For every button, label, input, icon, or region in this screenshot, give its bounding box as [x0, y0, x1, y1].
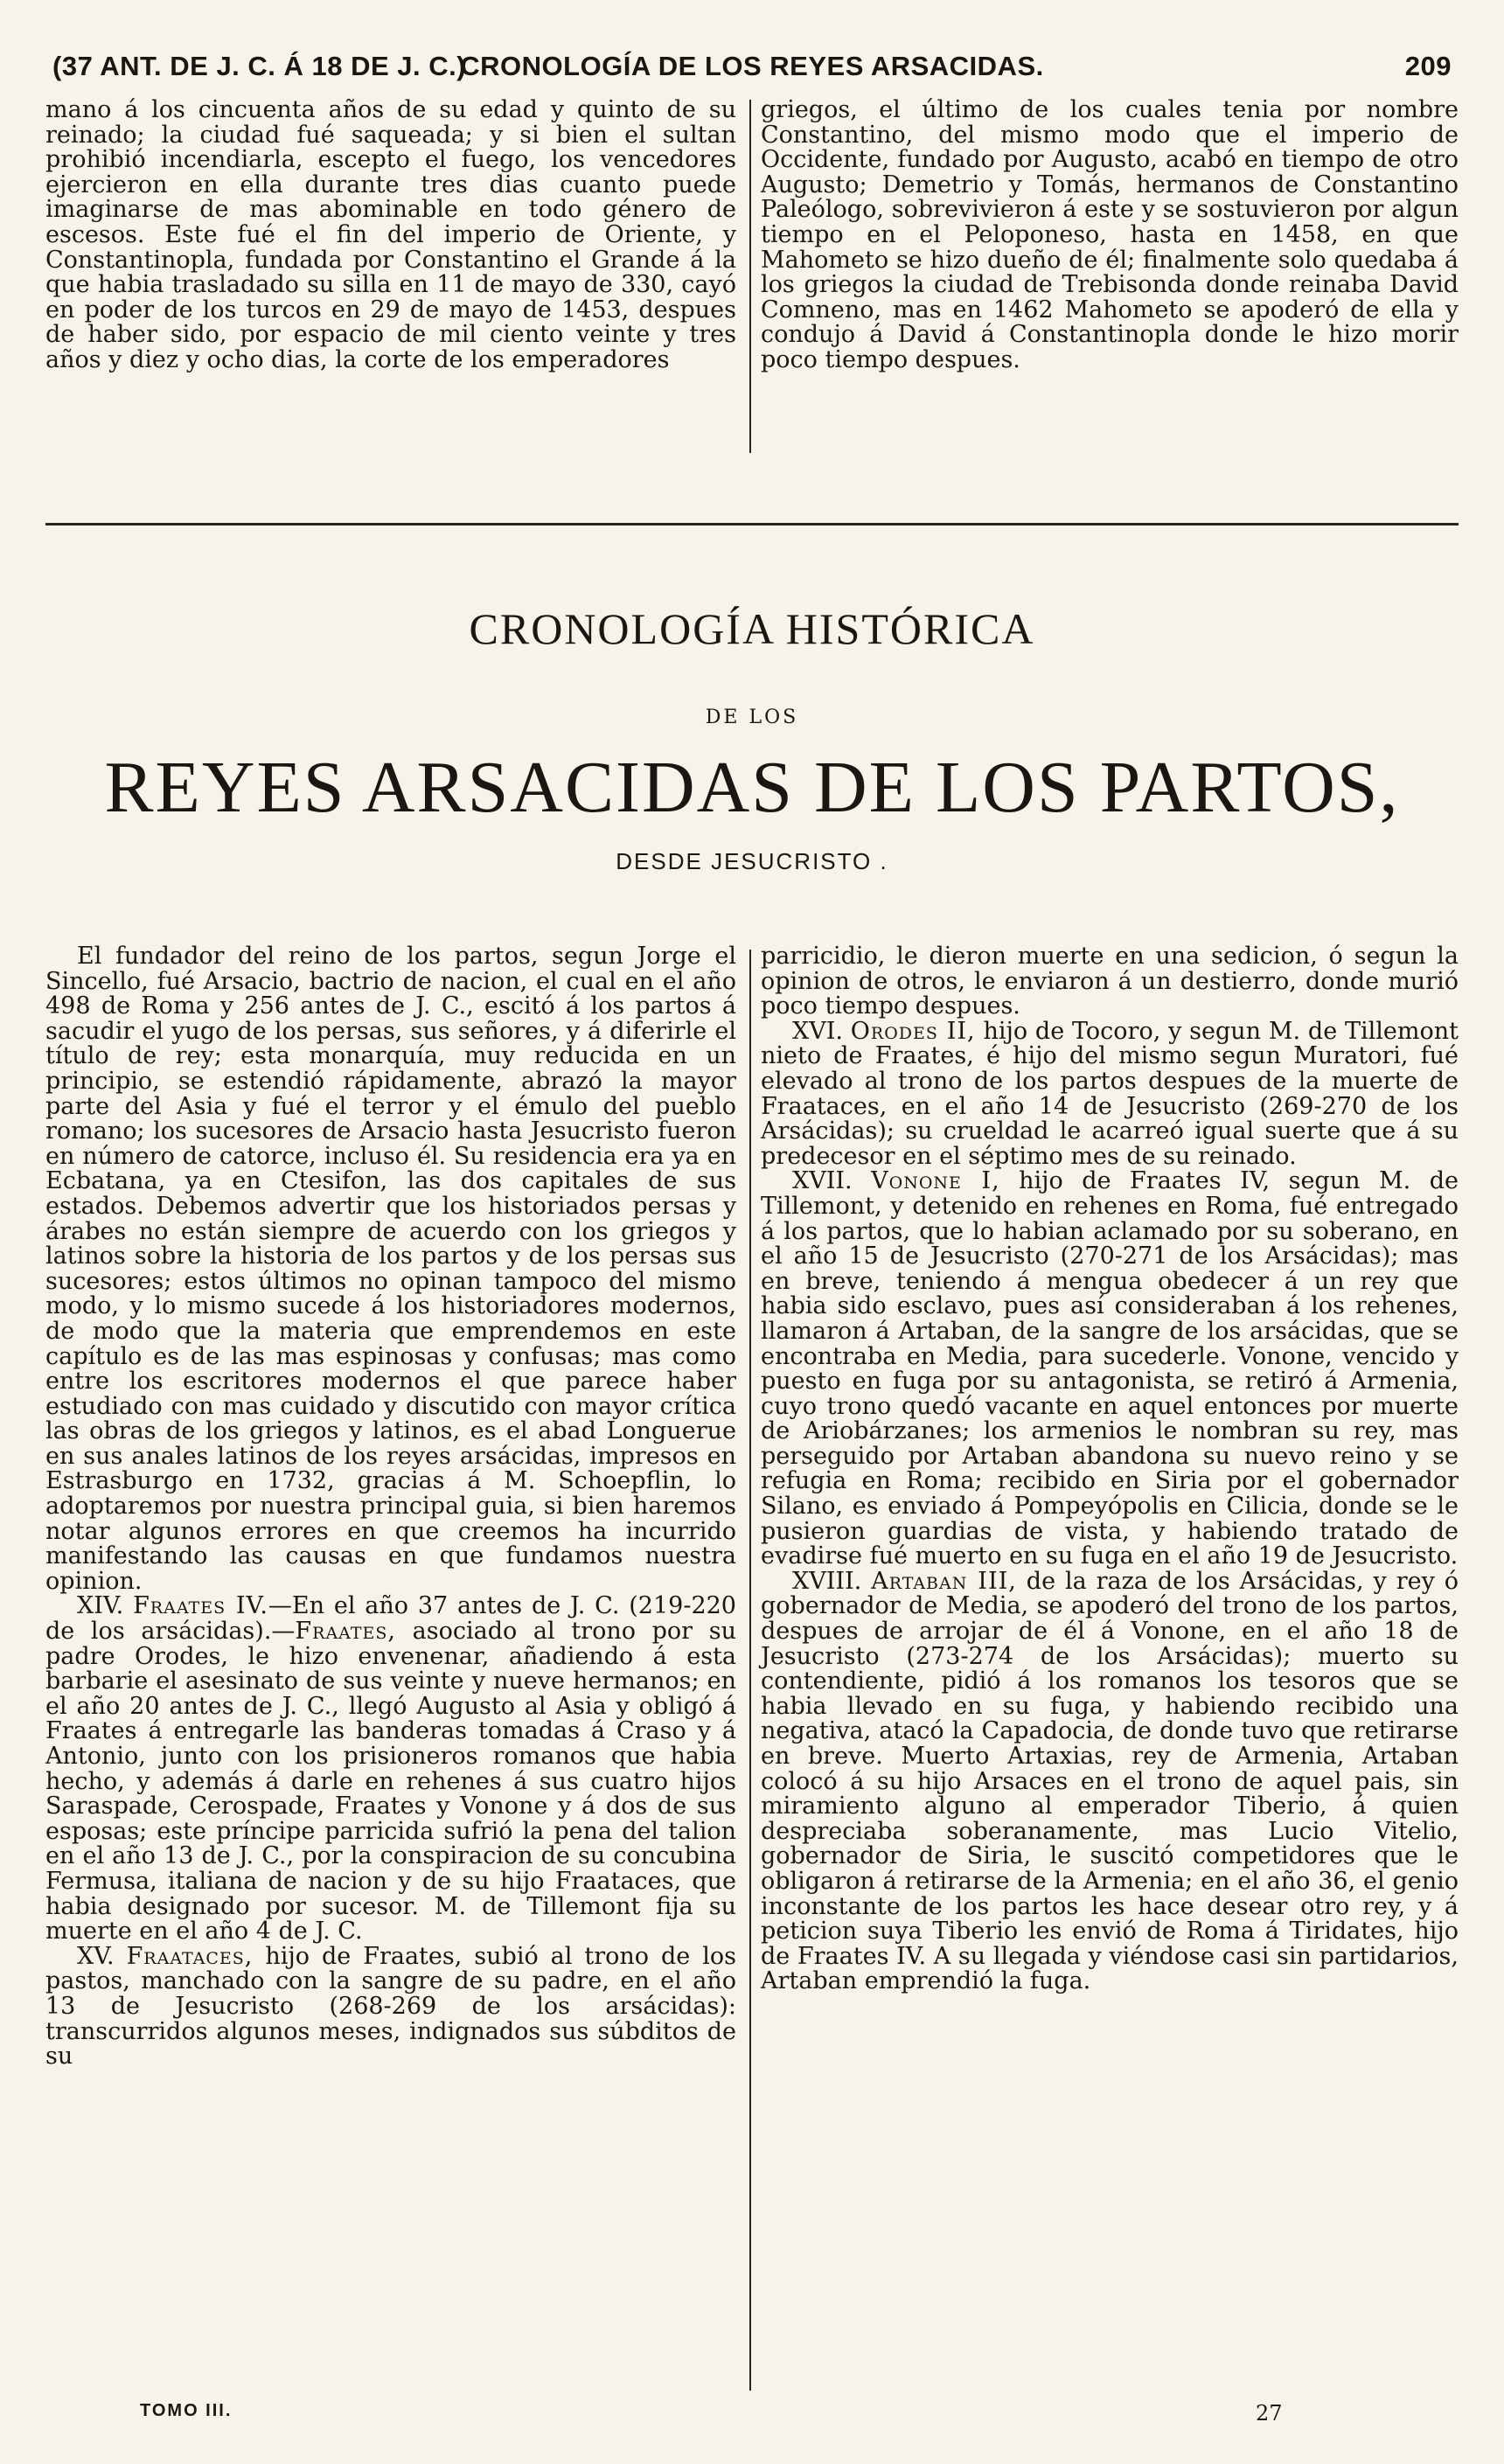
entry-xvii-body: hijo de Fraates IV, segun M. de Tillemont, y detenido en rehenes en Roma, fué entregado á los partos, que lo habian aclamado por su soberano, en el año 15 de Jesucristo (270-271 de los Arsácidas); mas en breve, teniendo á mengua obedecer á un rey que habia sido esclavo, pues así consideraban á los rehenes, llamaron á Artaban, de la sangre de los arsácidas, que se encontraba en Media, para sucederle. Vonone, vencido y puesto en fuga por su antagonista, se retiró á Armenia, cuyo trono quedó vacante en aquel entonces por muerte de Ariobárzanes; los armenios le nombran su rey, mas perseguido por Artaban abandona su nuevo reino y se refugia en Roma; recibido en Siria por el gobernador Silano, es enviado á Pompeyópolis en Cilicia, donde se le pusieron guardias de vista, y habiendo tratado de evadirse fué muerto en su fuga en el año 19 de Jesucristo.	[761, 1167, 1459, 1570]
entry-xiv-date: —En el año 37 antes de J. C. (219-220 de los arsácidas).—	[45, 1592, 736, 1646]
entry-xvii-number: XVII.	[792, 1167, 853, 1195]
top-right-paragraph: griegos, el último de los cuales tenia por nombre Constantino, del mismo modo que el imperio de Occidente, fundado por Augusto, acabó en tiempo de otro Augusto; Demetrio y Tomás, hermanos de Constantino Paleólogo, sobrevivieron á este y se sostuvieron por algun tiempo en el Peloponeso, hasta en 1458, en que Mahometo se hizo dueño de él; finalmente solo quedaba á los griegos la ciudad de Trebisonda donde reinaba David Comneno, mas en 1462 Mahometo se apoderó de ella y condujo á David á Constantinopla donde le hizo morir poco tiempo despues.	[761, 96, 1459, 373]
entry-xv-king: Fraataces,	[126, 1942, 254, 1970]
entry-xiv-king: Fraates IV.	[133, 1592, 268, 1620]
continuation-paragraph: parricidio, le dieron muerte en una sedicion, ó segun la opinion de otros, le enviaron á un destierro, donde murió poco tiempo despues.	[761, 943, 1459, 1020]
entry-xvi-number: XVI.	[792, 1017, 843, 1045]
entry-xviii-king: Artaban III,	[871, 1567, 1017, 1595]
top-left-column	[45, 98, 736, 373]
entry-xvi	[761, 1017, 1459, 1170]
column-divider-top	[749, 100, 751, 453]
header-date-range: (37 ANT. DE J. C. Á 18 DE J. C.)	[52, 51, 467, 81]
entry-xvi-body: hijo de Tocoro, y segun M. de Tillemont nieto de Fraates, é hijo del mismo segun Muratori, fué elevado al trono de los partos despues de la muerte de Fraataces, en el año 14 de Jesucristo (269-270 de los Arsácidas); su crueldad le acarreó igual suerte que á su predecesor en el séptimo mes de su reinado.	[761, 1017, 1459, 1170]
entry-xvi-king: Orodes II,	[850, 1017, 976, 1045]
header-title: CRONOLOGÍA DE LOS REYES ARSACIDAS.	[460, 51, 1044, 81]
entry-xiv-body: asociado al trono por su padre Orodes, le hizo envenenar, añadiendo á esta barbarie el asesinato de sus veinte y nueve hermanos; en el año 20 antes de J. C., llegó Augusto al Asia y obligó á Fraates á entregarle las banderas tomadas á Craso y á Antonio, junto con los prisioneros romanos que habia hecho, y además á darle en rehenes á sus cuatro hijos Saraspade, Cerospade, Fraates y Vonone y á dos de sus esposas; este príncipe parricida sufrió la pena del talion en el año 13 de J. C., por la conspiracion de su concubina Fermusa, italiana de nacion y de su hijo Fraataces, que habia designado por sucesor. M. de Tillemont fija su muerte en el año 4 de J. C.	[45, 1618, 736, 1945]
entry-xviii-body: de la raza de los Arsácidas, y rey ó gobernador de Media, se apoderó del trono de los partos, despues de arrojar de él á Vonone, en el año 18 de Jesucristo (273-274 de los Arsácidas); muerto su contendiente, pidió á los romanos los tesoros que se habia llevado en su fuga, y habiendo recibido una negativa, atacó la Capadocia, de donde tuvo que retirarse en breve. Muerto Artaxias, rey de Armenia, Artaban colocó á su hijo Arsaces en el trono de aquel pais, sin miramiento alguno al emperador Tiberio, á quien despreciaba soberanamente, mas Lucio Vitelio, gobernador de Siria, le suscitó competidores que le obligaron á retirarse de la Armenia; en el año 36, el genio inconstante de los partos les hace desear otro rey, y á peticion suya Tiberio les envió de Roma á Tiridates, hijo de Fraates IV. A su llegada y viéndose casi sin partidarios, Artaban emprendió la fuga.	[761, 1567, 1459, 1995]
section-title-line1: CRONOLOGÍA HISTÓRICA	[469, 604, 1035, 653]
entry-xiv-number: XIV.	[77, 1592, 124, 1620]
entry-xviii	[761, 1567, 1459, 1995]
footer-volume: TOMO III.	[140, 2401, 233, 2420]
section-divider	[45, 523, 1459, 526]
entry-xviii-number: XVIII.	[792, 1567, 862, 1595]
section-title-main: REYES ARSACIDAS DE LOS PARTOS,	[104, 747, 1400, 828]
intro-paragraph: El fundador del reino de los partos, segun Jorge el Sincello, fué Arsacio, bactrio de nacion, el cual en el año 498 de Roma y 256 antes de J. C., escitó á los partos á sacudir el yugo de los persas, sus señores, y á diferirle el título de rey; esta monarquía, muy reducida en un principio, se estendió rápidamente, abrazó la mayor parte del Asia y fué el terror y el émulo del pueblo romano; los sucesores de Arsacio hasta Jesucristo fueron en número de catorce, incluso él. Su residencia era ya en Ecbatana, ya en Ctesifon, las dos capitales de sus estados. Debemos advertir que los historiados persas y árabes no están siempre de acuerdo con los griegos y latinos sobre la historia de los partos y de los persas sus sucesores; estos últimos no opinan tampoco del mismo modo, y lo mismo sucede á los historiadores modernos, de modo que la materia que emprendemos en este capítulo es de las mas espinosas y confusas; mas como entre los escritores modernos el que parece haber estudiado con mas cuidado y discutido con mayor crítica las obras de los griegos y latinos, es el abad Longuerue en sus anales latinos de los reyes arsácidas, impresos en Estrasburgo en 1732, gracias á M. Schoepflin, lo adoptaremos por nuestra principal guia, si bien haremos notar algunos errores en que creemos ha incurrido manifestando las causas en que fundamos nuestra opinion.	[45, 943, 736, 1595]
running-head	[52, 51, 1452, 89]
entry-xv-number: XV.	[77, 1942, 115, 1970]
entry-xv-body: hijo de Fraates, subió al trono de los pastos, manchado con la sangre de su padre, en el año 13 de Jesucristo (268-269 de los arsácidas): transcurridos algunos meses, indignados sus súbditos de su	[45, 1942, 736, 2071]
entry-xiv-king-repeat: Fraates,	[295, 1618, 396, 1646]
section-title-subtitle: DESDE JESUCRISTO .	[616, 848, 888, 874]
entry-xvii-king: Vonone I,	[871, 1167, 1000, 1195]
section-title-line2: DE LOS	[705, 706, 799, 728]
entry-xiv	[45, 1594, 736, 1944]
top-right-column	[761, 98, 1459, 373]
entry-xvii	[761, 1169, 1459, 1570]
entry-xv	[45, 1942, 736, 2071]
footer-signature-mark: 27	[1256, 2401, 1283, 2426]
page-number: 209	[1404, 51, 1452, 81]
column-divider-bottom	[749, 950, 751, 2391]
right-column	[761, 944, 1459, 1994]
top-left-paragraph: mano á los cincuenta años de su edad y quinto de su reinado; la ciudad fué saqueada; y si bien el sultan prohibió incendiarla, escepto el fuego, los vencedores ejercieron en ella durante tres dias cuanto puede imaginarse de mas abominable en todo género de escesos. Este fué el fin del imperio de Oriente, y Constantinopla, fundada por Constantino el Grande á la que habia trasladado su silla en 11 de mayo de 330, cayó en poder de los turcos en 29 de mayo de 1453, despues de haber sido, por espacio de mil ciento veinte y tres años y diez y ocho dias, la corte de los emperadores	[45, 96, 736, 373]
left-column	[45, 944, 736, 2070]
